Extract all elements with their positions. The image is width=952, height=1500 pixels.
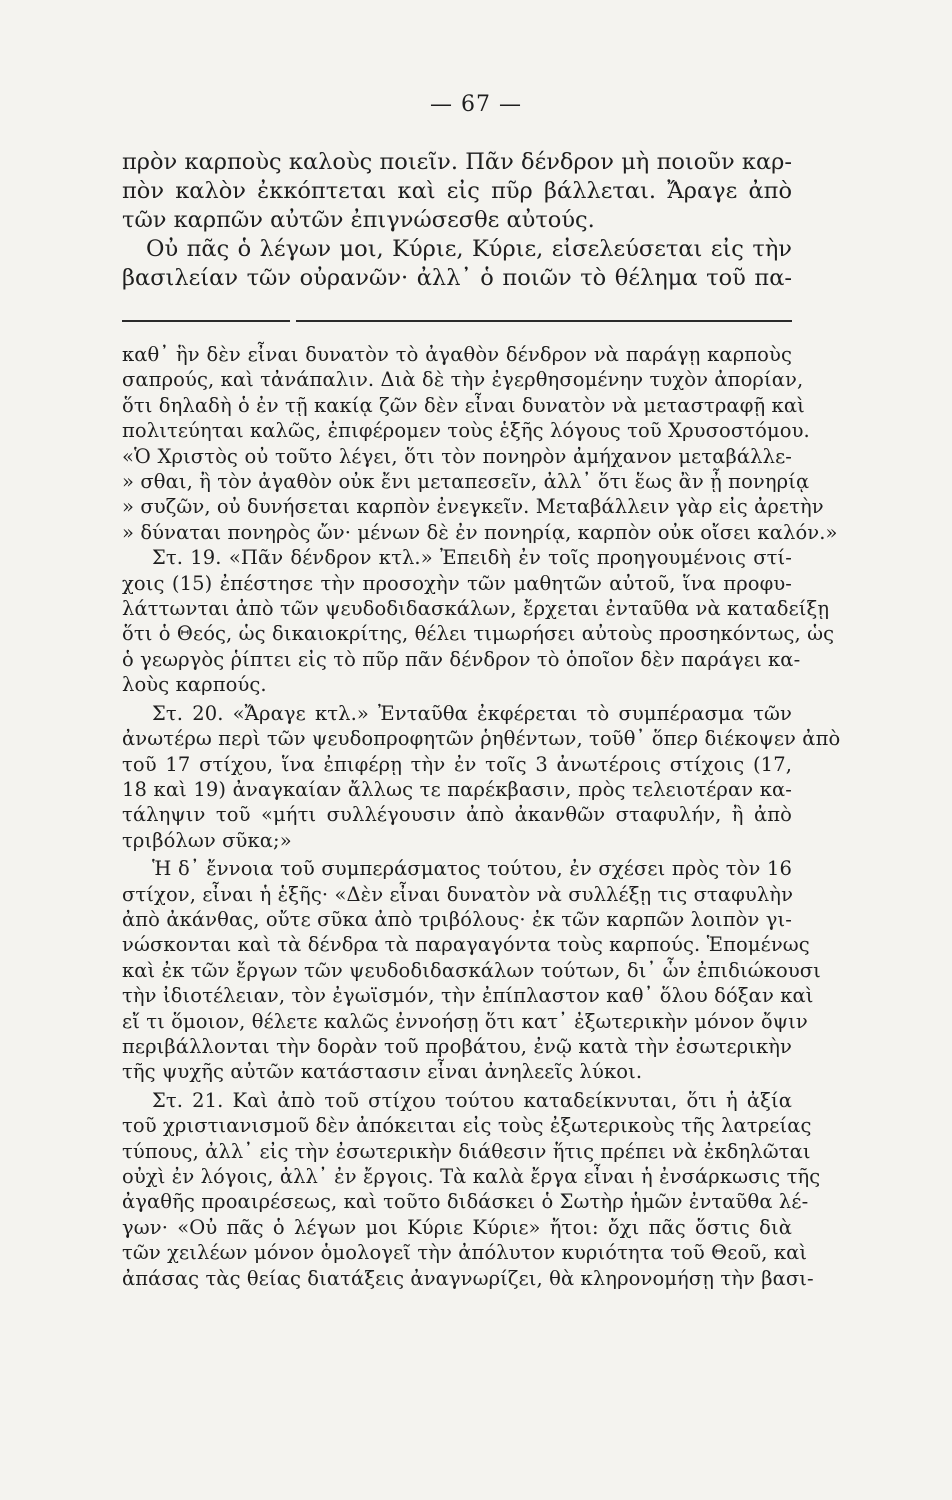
note-line: γων· «Οὐ πᾶς ὁ λέγων μοι Κύριε Κύριε» ἤτοι: ὄχι πᾶς ὅστις διὰ	[122, 1215, 792, 1239]
note-line: Στ. 20. «Ἄραγε κτλ.» Ἐνταῦθα ἐκφέρεται τὸ συμπέρασμα τῶν	[152, 701, 792, 725]
note-line: τῶν χειλέων μόνον ὁμολογεῖ τὴν ἀπόλυτον κυριότητα τοῦ Θεοῦ, καὶ	[122, 1241, 808, 1265]
note-line: ἀγαθῆς προαιρέσεως, καὶ τοῦτο διδάσκει ὁ Σωτὴρ ἡμῶν ἐνταῦθα λέ-	[122, 1190, 809, 1214]
note-line: ὅτι ὁ Θεός, ὡς δικαιοκρίτης, θέλει τιμωρήσει αὐτοὺς προσηκόντως, ὡς	[122, 622, 835, 646]
note-line: » δύναται πονηρὸς ὤν· μένων δὲ ἐν πονηρίᾳ, καρπὸν οὐκ οἴσει καλόν.»	[122, 520, 838, 544]
note-line: τριβόλων σῦκα;»	[122, 828, 292, 852]
main-line: Οὐ πᾶς ὁ λέγων μοι, Κύριε, Κύριε, εἰσελεύσεται εἰς τὴν	[146, 236, 792, 262]
main-line: πρὸν καρποὺς καλοὺς ποιεῖν. Πᾶν δένδρον μὴ ποιοῦν καρ-	[122, 149, 792, 175]
note-line: οὐχὶ ἐν λόγοις, ἀλλ᾽ ἐν ἔργοις. Τὰ καλὰ ἔργα εἶναι ἡ ἐνσάρκωσις τῆς	[122, 1165, 821, 1188]
note-line: χοις (15) ἐπέστησε τὴν προσοχὴν τῶν μαθητῶν αὐτοῦ, ἵνα προφυ-	[122, 571, 792, 595]
note-line: στίχον, εἶναι ἡ ἑξῆς· «Δὲν εἶναι δυνατὸν νὰ συλλέξῃ τις σταφυλὴν	[122, 882, 794, 906]
note-line: σαπρούς, καὶ τἀνάπαλιν. Διὰ δὲ τὴν ἐγερθησομένην τυχὸν ἀπορίαν,	[122, 368, 804, 392]
separator-rule-long	[296, 320, 792, 322]
note-line: Στ. 21. Καὶ ἀπὸ τοῦ στίχου τούτου καταδείκνυται, ὅτι ἡ ἀξία	[152, 1088, 792, 1112]
note-line: » σθαι, ἢ τὸν ἀγαθὸν οὐκ ἔνι μεταπεσεῖν, ἀλλ᾽ ὅτι ἕως ἂν ᾖ πονηρίᾳ	[122, 470, 810, 494]
note-line: » συζῶν, οὐ δυνήσεται καρπὸν ἐνεγκεῖν. Μεταβάλλειν γὰρ εἰς ἀρετὴν	[122, 495, 824, 519]
note-line: λάττωνται ἀπὸ τῶν ψευδοδιδασκάλων, ἔρχεται ἐνταῦθα νὰ καταδείξῃ	[122, 597, 830, 621]
note-line: ὁ γεωργὸς ῥίπτει εἰς τὸ πῦρ πᾶν δένδρον τὸ ὁποῖον δὲν παράγει κα-	[122, 647, 801, 671]
note-line: «Ὁ Χριστὸς οὐ τοῦτο λέγει, ὅτι τὸν πονηρὸν ἀμήχανον μεταβάλλε-	[122, 444, 792, 468]
note-line: τύπους, ἀλλ᾽ εἰς τὴν ἐσωτερικὴν διάθεσιν ἥτις πρέπει νὰ ἐκδηλῶται	[122, 1139, 811, 1163]
note-line: ἀνωτέρω περὶ τῶν ψευδοπροφητῶν ῥηθέντων, τοῦθ᾽ ὅπερ διέκοψεν ἀπὸ	[122, 727, 841, 751]
note-line: καὶ ἐκ τῶν ἔργων τῶν ψευδοδιδασκάλων τούτων, δι᾽ ὧν ἐπιδιώκουσι	[122, 958, 821, 982]
note-line: τάληψιν τοῦ «μήτι συλλέγουσιν ἀπὸ ἀκανθῶν σταφυλήν, ἢ ἀπὸ	[122, 803, 792, 827]
page-number: — 67 —	[430, 92, 522, 117]
note-line: ὅτι δηλαδὴ ὁ ἐν τῇ κακίᾳ ζῶν δὲν εἶναι δυνατὸν νὰ μεταστραφῇ καὶ	[122, 393, 805, 417]
note-line: περιβάλλονται τὴν δορὰν τοῦ προβάτου, ἐνῷ κατὰ τὴν ἐσωτερικὴν	[122, 1034, 792, 1058]
main-text	[122, 148, 792, 293]
note-line: εἴ τι ὅμοιον, θέλετε καλῶς ἐννοήσῃ ὅτι κατ᾽ ἐξωτερικὴν μόνον ὄψιν	[122, 1009, 808, 1033]
note-line: πολιτεύηται καλῶς, ἐπιφέρομεν τοὺς ἑξῆς λόγους τοῦ Χρυσοστόμου.	[122, 419, 810, 443]
note-line: τῆς ψυχῆς αὐτῶν κατάστασιν εἶναι ἀνηλεεῖς λύκοι.	[122, 1060, 643, 1084]
separator-rule-short	[122, 320, 290, 322]
note-line: ἀπὸ ἀκάνθας, οὔτε σῦκα ἀπὸ τριβόλους· ἐκ τῶν καρπῶν λοιπὸν γι-	[122, 907, 792, 931]
main-line: πὸν καλὸν ἐκκόπτεται καὶ εἰς πῦρ βάλλεται. Ἄραγε ἀπὸ	[122, 178, 792, 204]
footnote-separator	[122, 320, 792, 324]
note-line: νώσκονται καὶ τὰ δένδρα τὰ παραγαγόντα τοὺς καρπούς. Ἑπομένως	[122, 933, 810, 957]
note-line: Στ. 19. «Πᾶν δένδρον κτλ.» Ἐπειδὴ ἐν τοῖς προηγουμένοις στί-	[152, 546, 792, 570]
note-line: καθ᾽ ἣν δὲν εἶναι δυνατὸν τὸ ἀγαθὸν δένδρον νὰ παράγῃ καρποὺς	[122, 343, 792, 366]
note-line: τοῦ χριστιανισμοῦ δὲν ἀπόκειται εἰς τοὺς ἐξωτερικοὺς τῆς λατρείας	[122, 1114, 812, 1138]
note-line: 18 καὶ 19) ἀναγκαίαν ἄλλως τε παρέκβασιν, πρὸς τελειοτέραν κα-	[122, 777, 792, 801]
commentary	[122, 342, 841, 1291]
note-line: ἀπάσας τὰς θείας διατάξεις ἀναγνωρίζει, θὰ κληρονομήσῃ τὴν βασι-	[122, 1266, 814, 1290]
note-line: Ἡ δ᾽ ἔννοια τοῦ συμπεράσματος τούτου, ἐν σχέσει πρὸς τὸν 16	[152, 857, 792, 881]
note-line: τὴν ἰδιοτέλειαν, τὸν ἐγωϊσμόν, τὴν ἐπίπλαστον καθ᾽ ὅλου δόξαν καὶ	[122, 984, 814, 1008]
main-line: βασιλείαν τῶν οὐρανῶν· ἀλλ᾽ ὁ ποιῶν τὸ θέλημα τοῦ πα-	[122, 265, 792, 291]
note-line: λοὺς καρπούς.	[122, 673, 267, 697]
note-line: τοῦ 17 στίχου, ἵνα ἐπιφέρῃ τὴν ἐν τοῖς 3 ἀνωτέροις στίχοις (17,	[122, 752, 792, 776]
main-line: τῶν καρπῶν αὐτῶν ἐπιγνώσεσθε αὐτούς.	[122, 207, 595, 233]
